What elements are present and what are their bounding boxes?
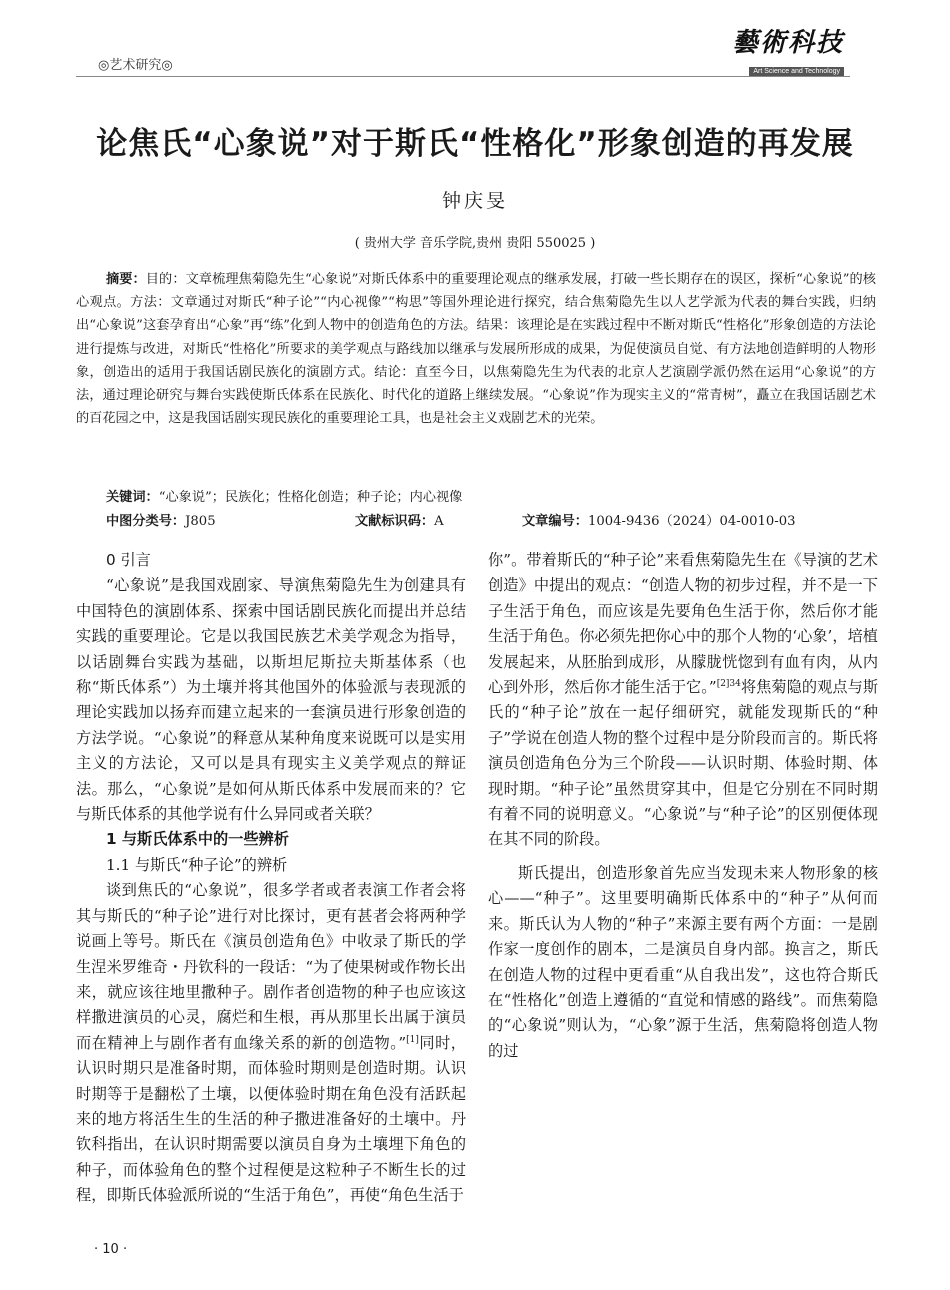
logo-subtitle: Art Science and Technology (749, 67, 844, 76)
citation-1: [1] (406, 1034, 419, 1045)
abstract-label: 摘要： (106, 272, 146, 287)
clc-number: 中图分类号：J805 (106, 514, 216, 529)
heading-section-1-1: 1.1 与斯氏“种子论”的辨析 (106, 855, 288, 874)
keywords (106, 486, 462, 505)
paragraph-seed-core: 斯氏提出，创造形象首先应当发现未来人物形象的核心——“种子”。这里要明确斯氏体系中的“种子”从何而来。斯氏认为人物的“种子”来源主要有两个方面：一是剧作家一度创作的剧本，二是演员自身内部。换言之，斯氏在创造人物的过程中更看重“从自我出发”，这也符合斯氏在“性格化”创造上遵循的“直觉和情感的路线”。而焦菊隐的“心象说”则认为，“心象”源于生活，焦菊隐将创造人物的过 (488, 863, 878, 1060)
citation-2: [2]34 (716, 678, 741, 689)
paragraph-seed-theory: 谈到焦氏的“心象说”，很多学者或者表演工作者会将其与斯氏的“种子论”进行对比探讨，更有甚者会将两种学说画上等号。斯氏在《演员创造角色》中收录了斯氏的学生涅米罗维奇・丹钦科的一段话：“为了使果树或作物长出来，就应该往地里撒种子。剧作者创造物的种子也应该这样撒进演员的心灵，腐烂和生根，再从那里长出属于演员而在精神上与剧作者有血缘关系的新的创造物。”[1]同时，认识时期只是准备时期，而体验时期则是创造时期。认识时期等于是翻松了土壤，以便体验时期在角色没有活跃起来的地方将活生生的生活的种子撒进准备好的土壤中。丹钦科指出，在认识时期需要以演员自身为土壤埋下角色的种子，而体验角色的整个过程便是这粒种子不断生长的过程，即斯氏体验派所说的“生活于角色”，再使“角色生活于 (76, 881, 466, 1205)
journal-logo (732, 28, 844, 77)
article-title: 论焦氏“心象说”对于斯氏“性格化”形象创造的再发展 (96, 126, 854, 162)
keywords-text: “心象说”；民族化；性格化创造；种子论；内心视像 (158, 490, 463, 505)
abstract (76, 268, 876, 430)
paragraph-seed-theory-continued: 你”。带着斯氏的“种子论”来看焦菊隐先生在《导演的艺术创造》中提出的观点：“创造人物的初步过程，并不是一下子生活于角色，而应该是先要角色生活于你，然后你才能生活于角色。你必须先把你心中的那个人物的‘心象’，培植发展起来，从胚胎到成形，从朦胧恍惚到有血有肉，从内心到外形，然后你才能生活于它。”$^{[2]34}$将焦菊隐的观点与斯氏的“种子论”放在一起仔细研究，就能发现斯氏的“种子”学说在创造人物的整个过程中是分阶段而言的。斯氏将演员创造角色分为三个阶段——认识时期、体验时期、体现时期。“种子论”虽然贯穿其中，但是它分别在不同时期有着不同的说明意义。“心象说”与“种子论”的区别便体现在其不同的阶段。 (488, 551, 878, 849)
page-number: · 10 · (94, 1242, 128, 1257)
paragraph-intro: “心象说”是我国戏剧家、导演焦菊隐先生为创建具有中国特色的演剧体系、探索中国话剧民族化而提出并总结实践的重要理论。它是以我国民族艺术美学观念为指导，以话剧舞台实践为基础，以斯坦尼斯拉夫斯基体系（也称“斯氏体系”）为土壤并将其他国外的体验派与表现派的理论实践加以扬弃而建立起来的一套演员进行形象创造的方法学说。“心象说”的释意从某种角度来说既可以是实用主义的方法论，又可以是具有现实主义美学观点的辩证法。那么，“心象说”是如何从斯氏体系中发展而来的？它与斯氏体系的其他学说有什么异同或者关联？ (76, 576, 466, 824)
abstract-text: 目的：文章梳理焦菊隐先生“心象说”对斯氏体系中的重要理论观点的继承发展，打破一些长期存在的误区，探析“心象说”的核心观点。方法：文章通过对斯氏“种子论”“内心视像”“构思”等国外理论进行探究，结合焦菊隐先生以人艺学派为代表的舞台实践，归纳出“心象说”这套孕育出“心象”再“练”化到人物中的创造角色的方法。结果：该理论是在实践过程中不断对斯氏“性格化”形象创造的方法论进行提炼与改进，对斯氏“性格化”所要求的美学观点与路线加以继承与发展所形成的成果，为促使演员自觉、有方法地创造鲜明的人物形象，创造出的适用于我国话剧民族化的演剧方式。结论：直至今日，以焦菊隐先生为代表的北京人艺演剧学派仍然在运用“心象说”的方法，通过理论研究与舞台实践使斯氏体系在民族化、时代化的道路上继续发展。“心象说”作为现实主义的“常青树”，矗立在我国话剧艺术的百花园之中，这是我国话剧实现民族化的重要理论工具，也是社会主义戏剧艺术的光荣。 (76, 272, 876, 427)
body-column-left (76, 548, 466, 1209)
heading-introduction: 0 引言 (106, 551, 151, 569)
body-column-right (488, 548, 878, 1064)
keywords-label: 关键词： (106, 490, 159, 505)
journal-section-label: ◎艺术研究◎ (98, 58, 173, 73)
article-number: 文章编号：1004-9436（2024）04-0010-03 (522, 514, 796, 529)
author-name: 钟庆旻 (441, 190, 508, 212)
heading-section-1: 1 与斯氏体系中的一些辨析 (106, 830, 289, 849)
document-code: 文献标识码：A (355, 514, 444, 529)
author-affiliation: ( 贵州大学 音乐学院,贵州 贵阳 550025 ) (354, 236, 596, 251)
logo-text: 藝術科技 (731, 28, 844, 58)
header-divider (76, 76, 850, 77)
